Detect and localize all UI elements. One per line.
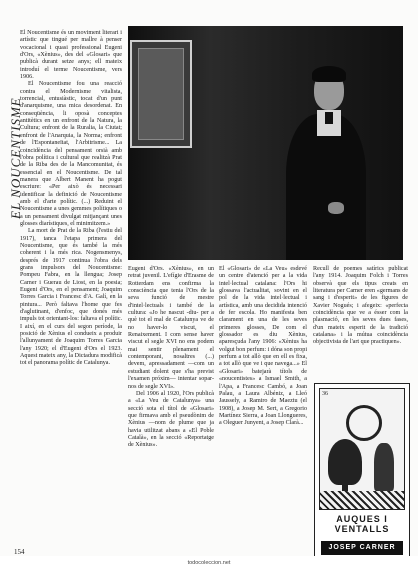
column-2 (128, 266, 214, 450)
book-cover (314, 383, 410, 563)
sun-icon (346, 405, 382, 441)
column-4 (313, 266, 408, 347)
cover-title (315, 514, 409, 534)
caption-paragraph: Eugeni d'Ors. «Xènius», en un retrat juvenil. L'efígie d'Erasme de Rotterdam ens confirma la consciència que tenia l'Ors de la seva funció de mestre d'intel·lectuals i també de la cultura: «Jo he nascut -diu- per a què tot el mal de Catalunya ve de no haver-lo viscut, el Renaixement. I com sense haver viscut el segle XVI no ens podem mai sentir plenament el contemporani, nosaltres (...) devem, apressadament —com un estudiant dolent que s'ha previst l'examen próxim— intentar sopar-nos de segle XVI». (128, 266, 214, 390)
paragraph: La mort de Prat de la Riba (l'estiu del 1917), tanca l'etapa primera del Noucentisme, que és també la més coherent i la més rica. Nogensmenys, després de 1917 continua l'obra dels grans impulsors del Noucentisme: Pompeu Fabra, en la llengua; Josep Carner i Guerau de Liost, en la poesia; Eugeni d'Ors, en el pensament; Joaquim Torres Garcia i Francesc d'A. Galí, en la pintura... Però faltava l'home que fes d'aglutinant, d'enfoc, que donés més impuls tot orientant-los: faltava el polític. I així, en el curs del segon període, la posició de Xènius el condueix a produir l'allunyament de Joaquim Torres Garcia l'any 1920; el d'Eugeni d'Ors el 1923. Aquest mateix any, la Dictadura modificà tot el panorama polític de Catalunya. (20, 228, 122, 367)
cover-illustration (319, 388, 405, 510)
caption-paragraph: Del 1906 al 1920, l'Ors publicà a «La Veu de Catalunya» una secció sota el títol de «Glosari» que firmava amb el pseudònim de Xènius —nom de plume que ja havia utilitzat abans a «El Poble Català», en la secció «Reportatge de Xènius». (128, 390, 214, 449)
figure-hand (328, 202, 344, 214)
column-1 (20, 30, 122, 368)
wall-portrait-frame (130, 40, 192, 148)
figure-hair (312, 66, 346, 82)
cover-title-line2: VENTALLS (334, 524, 390, 534)
section-title: EL NOUCENTISME (8, 97, 23, 219)
cover-author: JOSEP CARNER (321, 541, 403, 555)
tree-icon (328, 439, 362, 485)
paragraph: El «Glosari» de «La Veu» esdevé un centre d'atenció per a la vida intel·lectual catalana: l'Ors hi glossava l'actualitat, sovint en el pol de la vida intel·lectual i artística, amb una decidida intenció de fer escola. Ho manifesta ben clarament en una de les seves primeres glosses, De com el glossador es diu Xènius, aparesçuda l'any 1906: «Xènius ha volgut bon perfum: i dóna son propi perfum a tot allò que en ell es fixa, a tot allò que ve i que navega...» El «Glosari» batejarà títols de «noucentistes» a Ismael Smith, a l'Apa, a Francesc Cambó, a Joan Palau, a Laura Albéniz, a Lleó Jaussely, a Ramiro de Maeztu (el 1908), a Josep M. Sert, a Gregorio Martínez Sierra, a Joan Llongueres, a Oleguer Junyent, a Josep Clarà... (219, 266, 308, 427)
page-number: 154 (14, 548, 25, 556)
bookplate-caption: Recull de poemes satírics publicat l'any 1914. Joaquim Folch i Torres observà que els tipus creats en literatura per Carner eren «germans de sang i d'esperit» de les figures de Xavier Nogués; i afegeix: «perfecta coincidència que ve a ésser com la plasmació, en les seves dues fases, d'un mateix esperit de la tradició catalana» i la mútua coincidència objectivista de l'art que practiquen». (313, 266, 408, 346)
cover-title-line1: AUQUES I (336, 514, 388, 524)
ground-pattern (320, 491, 404, 509)
figure-tie (325, 112, 333, 124)
portrait-photo (128, 26, 403, 260)
figure-icon (374, 443, 394, 491)
paragraph: El Noucentisme fou una reacció contra el Modernisme vitalista, torrencial, entusiàstic, tocat d'un punt d'anarquisme, una mica desordenat. En conseqüència, li oposà conceptes antitètics en un enfront de la Natura, la Cultura; enfront de la Ruralia, la Ciutat; enfront de l'Anarquia, la Norma; enfront de l'Espontaneïtat, l'Arbitrisme... La coincidència del pensament orsià amb l'obra política i cultural que realitzà Prat de la Riba des de la Mancomunitat, és essencial en el Noucentisme. De tal manera que Albert Manent ha pogut escriure: «Per això és necessari identificar la definició de Noucentisme amb el d'arte polític. (...) Reduint el Noucentisme a unes gemmes polítiques o a un pensament divulgat mitjançant unes glosses diarístiques, el minimitzem.» (20, 81, 122, 227)
paragraph: El Noucentisme és un moviment literari i artístic que tingué per mallre à penser vocacional i quasi professional Eugeni d'Ors, «Xènius», des del «Glosari» que publicà durant setze anys; ell mateix introduí el terme Noucentisme, vers 1906. (20, 30, 122, 81)
column-3 (219, 266, 307, 428)
footer-watermark: todocoleccion.net (0, 556, 418, 571)
section-title-vertical (3, 30, 23, 220)
cover-number: 36 (322, 391, 328, 397)
